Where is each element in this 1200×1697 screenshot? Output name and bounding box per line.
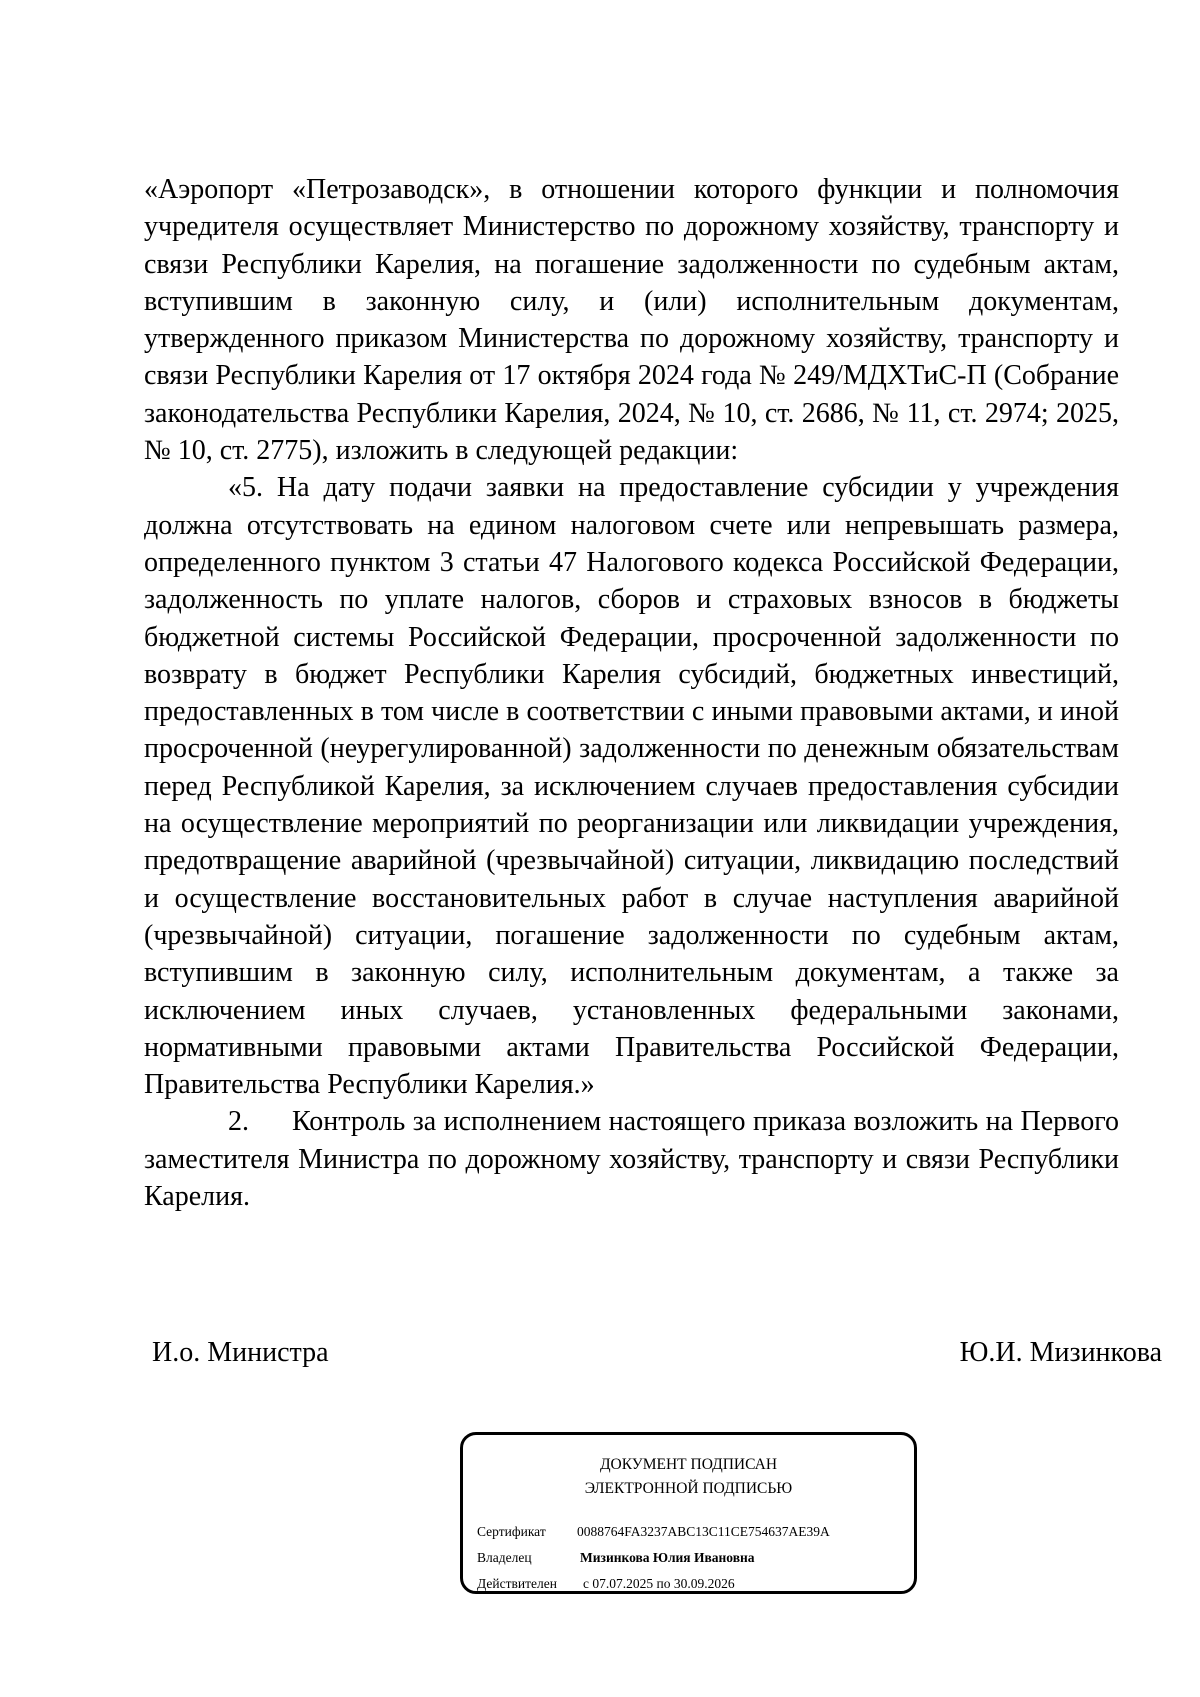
- validity-label: Действителен: [477, 1576, 557, 1591]
- stamp-header-line-1: ДОКУМЕНТ ПОДПИСАН: [599, 1456, 778, 1473]
- paragraph-number: 2.: [228, 1106, 249, 1138]
- document-body: [144, 171, 1119, 1215]
- paragraph-2: [144, 1103, 1119, 1215]
- stamp-certificate-row: [477, 1523, 830, 1541]
- stamp-owner-row: [477, 1549, 755, 1567]
- paragraph-quoted-item-5: «5. На дату подачи заявки на предоставление субсидии у учреждения должна отсутствовать на едином налоговом счете или непревышать размера, определенного пунктом 3 статьи 47 Налогового кодекса Российской Федерации, задолженность по уплате налогов, сборов и страховых взносов в бюджеты бюджетной системы Российской Федерации, просроченной задолженности по возврату в бюджет Республики Карелия субсидий, бюджетных инвестиций, предоставленных в том числе в соответствии с иными правовыми актами, и иной просроченной (неурегулированной) задолженности по денежным обязательствам перед Республикой Карелия, за исключением случаев предоставления субсидии на осуществление мероприятий по реорганизации или ликвидации учреждения, предотвращение аварийной (чрезвычайной) ситуации, ликвидацию последствий и осуществление восстановительных работ в случае наступления аварийной (чрезвычайной) ситуации, погашение задолженности по судебным актам, вступившим в законную силу, исполнительным документам, а также за исключением иных случаев, установленных федеральными законами, нормативными правовыми актами Правительства Российской Федерации, Правительства Республики Карелия.»: [144, 472, 1119, 1101]
- stamp-validity-row: [477, 1575, 735, 1593]
- stamp-header-line-2: ЭЛЕКТРОННОЙ ПОДПИСЬЮ: [584, 1480, 793, 1497]
- signer-title: И.о. Министра: [152, 1337, 329, 1368]
- certificate-value: 0088764FA3237ABC13C11CE754637AE39A: [577, 1524, 830, 1539]
- validity-value: с 07.07.2025 по 30.09.2026: [583, 1576, 735, 1591]
- paragraph-continuation: «Аэропорт «Петрозаводск», в отношении которого функции и полномочия учредителя осуществляет Министерство по дорожному хозяйству, транспорту и связи Республики Карелия, на погашение задолженности по судебным актам, вступившим в законную силу, и (или) исполнительным документам, утвержденного приказом Министерства по дорожному хозяйству, транспорту и связи Республики Карелия от 17 октября 2024 года № 249/МДХТиС-П (Собрание законодательства Республики Карелия, 2024, № 10, ст. 2686, № 11, ст. 2974; 2025, № 10, ст. 2775), изложить в следующей редакции:: [144, 174, 1119, 467]
- signer-name: Ю.И. Мизинкова: [959, 1337, 1162, 1368]
- electronic-signature-stamp: [460, 1432, 917, 1594]
- stamp-header: [463, 1453, 914, 1501]
- paragraph-2-text: Контроль за исполнением настоящего приказа возложить на Первого заместителя Министра по дорожному хозяйству, транспорту и связи Республики Карелия.: [144, 1106, 1119, 1213]
- owner-label: Владелец: [477, 1550, 532, 1565]
- certificate-label: Сертификат: [477, 1524, 546, 1539]
- owner-value: Мизинкова Юлия Ивановна: [580, 1550, 755, 1565]
